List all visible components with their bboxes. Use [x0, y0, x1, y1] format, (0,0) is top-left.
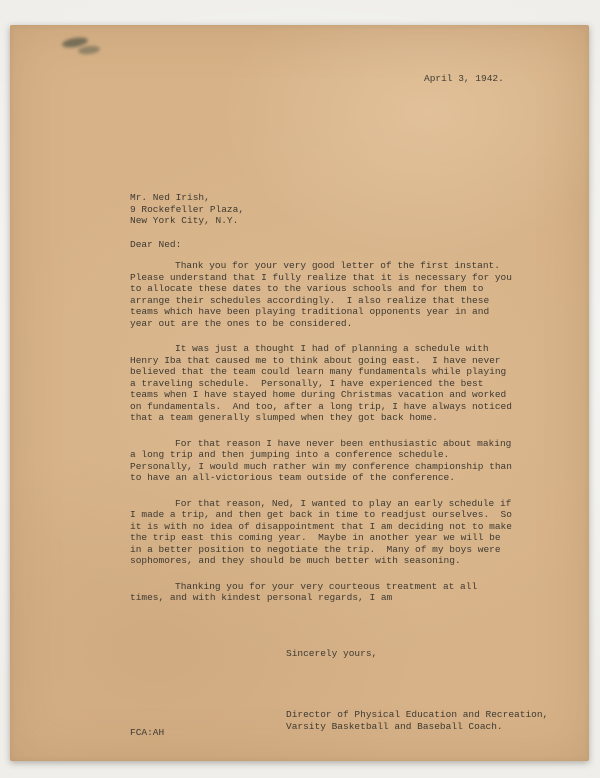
- letter-paper: [10, 25, 589, 761]
- salutation: Dear Ned:: [130, 239, 182, 250]
- paragraph: For that reason, Ned, I wanted to play an early schedule if I made a trip, and then get back in time to readjust ourselves. So it is with no idea of disappointment that I am deciding not to make the trip east this coming year. Maybe in another year we will be in a better position to negotiate the trip. Many of my boys were sophomores, and they should be much better with seasoning.: [130, 497, 518, 566]
- recipient-street: 9 Rockefeller Plaza,: [130, 203, 245, 215]
- letter-date: April 3, 1942.: [424, 73, 504, 84]
- closing: Sincerely yours,: [286, 648, 378, 659]
- paragraph: Thank you for your very good letter of the first instant. Please understand that I fully realize that it is necessary for you to allocate these dates to the various schools and for them to arrange their schedules accordingly. I also realize that these teams which have been playing traditional opponents year in and year out are the ones to be considered.: [130, 260, 518, 329]
- signature-title-line: Varsity Basketball and Baseball Coach.: [286, 720, 503, 732]
- signature-title-line: Director of Physical Education and Recreation,: [286, 709, 549, 720]
- recipient-name: Mr. Ned Irish,: [130, 192, 210, 203]
- paragraph: For that reason I have never been enthusiastic about making a long trip and then jumping into a conference schedule. Personally, I would much rather win my conference championship than to have an all-victorious team outside of the conference.: [130, 437, 518, 483]
- signature-block: [286, 709, 548, 732]
- typist-initials: FCA:AH: [130, 727, 165, 738]
- paragraph: Thanking you for your very courteous treatment at all times, and with kindest personal regards, I am: [130, 580, 483, 603]
- recipient-address: [130, 192, 244, 227]
- ink-smudge: [78, 45, 101, 55]
- recipient-city: New York City, N.Y.: [130, 215, 239, 226]
- paragraph: It was just a thought I had of planning a schedule with Henry Iba that caused me to think about going east. I have never believed that the team could learn many fundamentals while playing a traveling schedule. Personally, I have experienced the best teams when I have stayed home during Christmas vacation and worked on fundamentals. And too, after a long trip, I have always noticed that a team generally slumped when they got back home.: [130, 343, 518, 423]
- letter-body: [130, 260, 518, 618]
